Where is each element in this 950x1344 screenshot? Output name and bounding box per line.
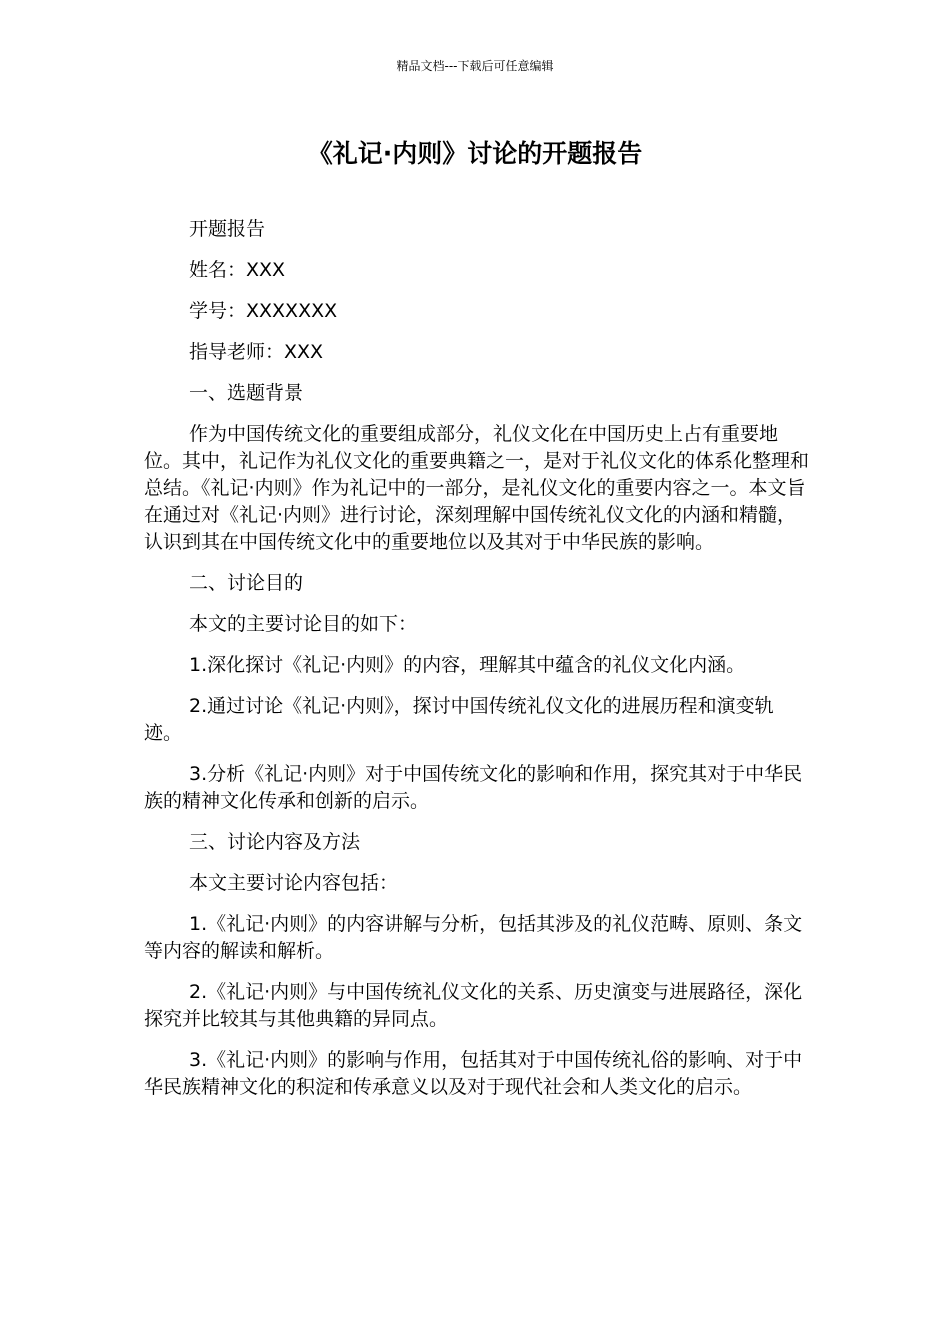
field-name: 姓名：XXX	[189, 259, 286, 281]
content-item-1: 1.《礼记·内则》的内容讲解与分析，包括其涉及的礼仪范畴、原则、条文等内容的解读和解析。	[144, 913, 803, 962]
purpose-item-1: 1.深化探讨《礼记·内则》的内容，理解其中蕴含的礼仪文化内涵。	[189, 654, 746, 676]
content-item-2: 2.《礼记·内则》与中国传统礼仪文化的关系、历史演变与进展路径，深化探究并比较其与其他典籍的异同点。	[144, 981, 803, 1030]
purpose-item-3: 3.分析《礼记·内则》对于中国传统文化的影响和作用，探究其对于中华民族的精神文化传承和创新的启示。	[144, 763, 803, 812]
page-header-note: 精品文档---下载后可任意编辑	[396, 59, 554, 73]
paragraph-background: 作为中国传统文化的重要组成部分，礼仪文化在中国历史上占有重要地位。其中，礼记作为礼仪文化的重要典籍之一，是对于礼仪文化的体系化整理和总结。《礼记·内则》作为礼记中的一部分，是礼仪文化的重要内容之一。本文旨在通过对《礼记·内则》进行讨论，深刻理解中国传统礼仪文化的内涵和精髓，认识到其在中国传统文化中的重要地位以及其对于中华民族的影响。	[144, 423, 810, 553]
document-title: 《礼记·内则》讨论的开题报告	[307, 139, 643, 168]
paragraph-purpose-intro: 本文的主要讨论目的如下：	[189, 613, 418, 635]
content-item-3: 3.《礼记·内则》的影响与作用，包括其对于中国传统礼俗的影响、对于中华民族精神文化的积淀和传承意义以及对于现代社会和人类文化的启示。	[144, 1049, 803, 1098]
field-advisor: 指导老师：XXX	[189, 341, 324, 363]
document-body	[144, 216, 809, 1115]
section-heading-background: 一、选题背景	[189, 382, 304, 404]
section-heading-content-method: 三、讨论内容及方法	[189, 831, 361, 853]
section-heading-purpose: 二、讨论目的	[189, 572, 304, 594]
field-student-id: 学号：XXXXXXX	[189, 300, 338, 322]
label-report: 开题报告	[189, 218, 266, 240]
paragraph-content-intro: 本文主要讨论内容包括：	[189, 872, 399, 894]
purpose-item-2: 2.通过讨论《礼记·内则》，探讨中国传统礼仪文化的进展历程和演变轨迹。	[144, 695, 774, 744]
